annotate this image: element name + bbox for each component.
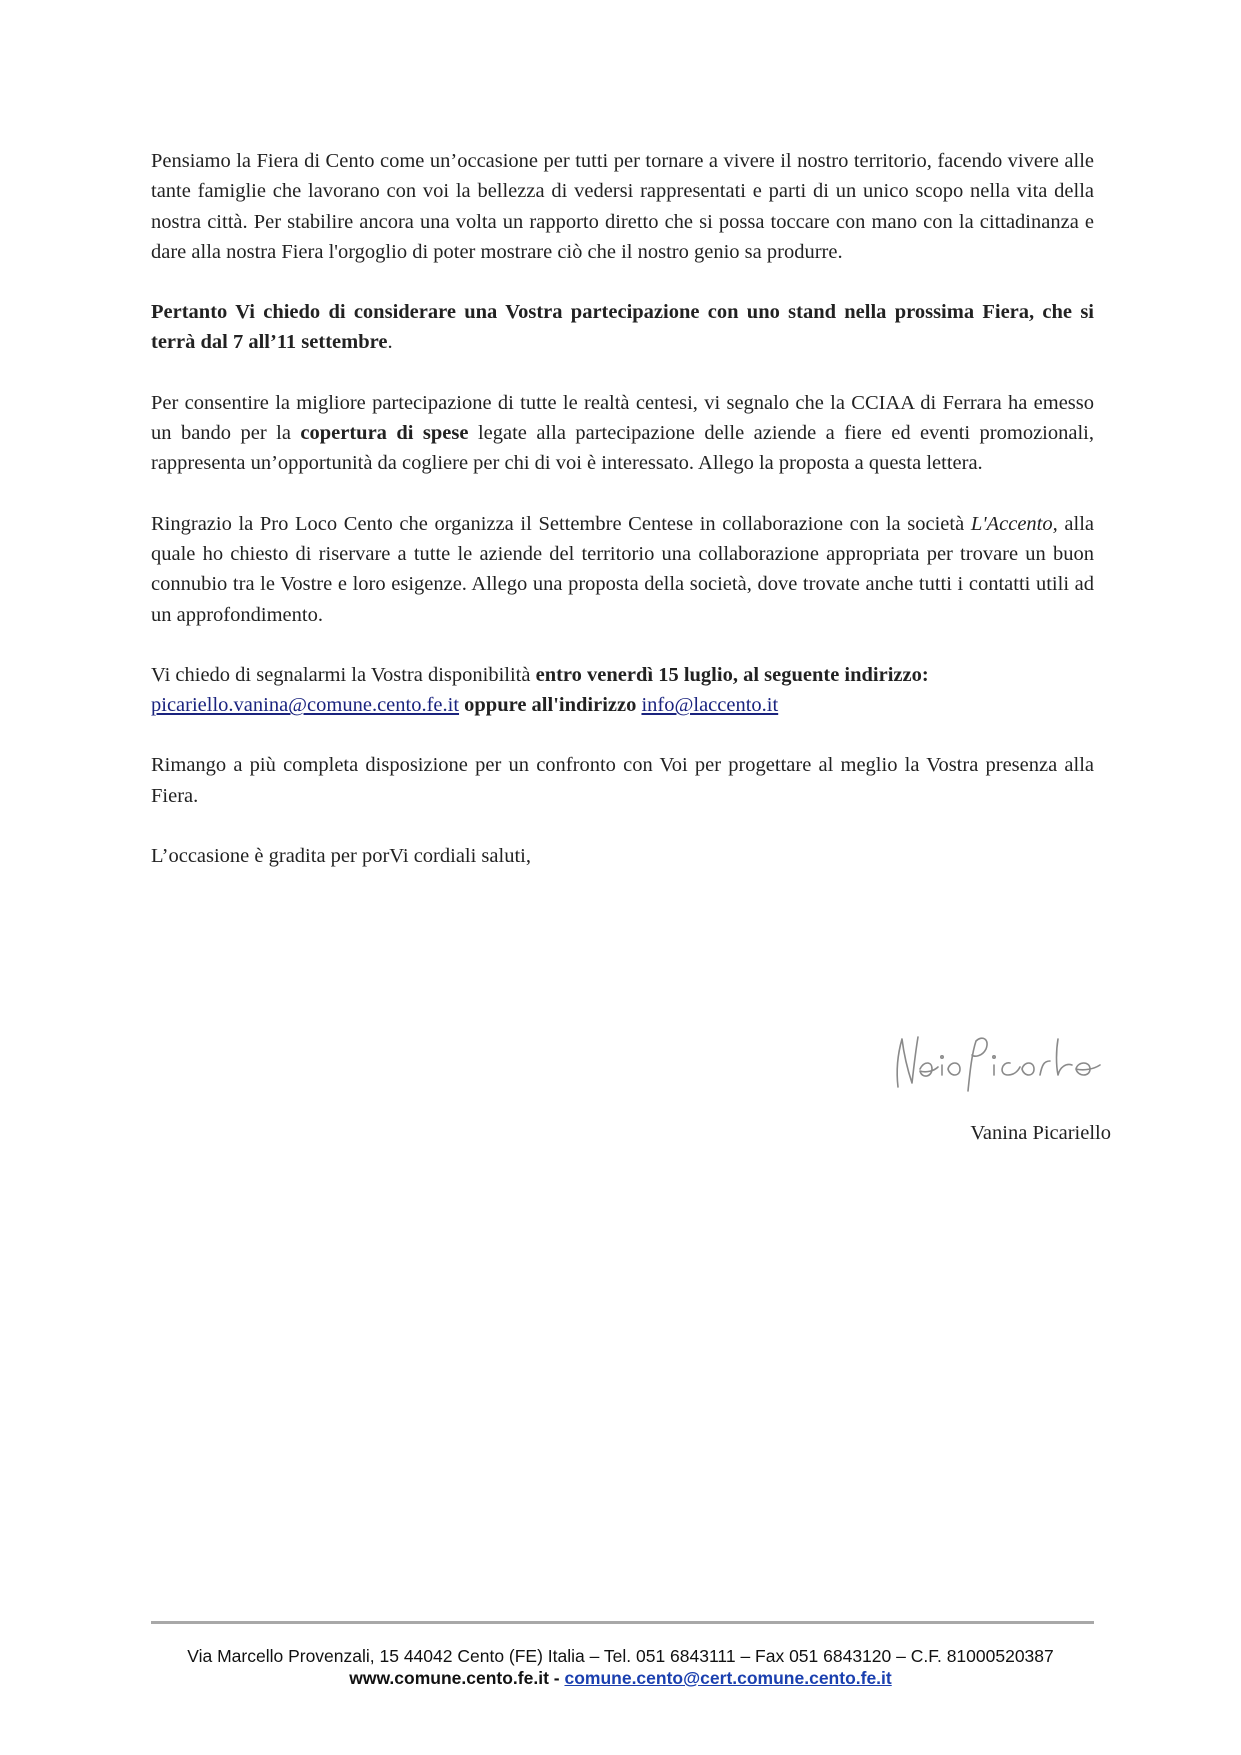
pro-loco-text-a: Ringrazio la Pro Loco Cento che organizza il Settembre Centese in collaborazione con la società xyxy=(151,512,971,535)
availability-text-a: Vi chiedo di segnalarmi la Vostra disponibilità xyxy=(151,663,536,686)
paragraph-fiera-intro: Pensiamo la Fiera di Cento come un’occasione per tutti per tornare a vivere il nostro territorio, facendo vivere alle tante famiglie che lavorano con voi la bellezza di vedersi rappresentati e parti di un unico scopo nella vita della nostra città. Per stabilire ancora una volta un rapporto diretto che si possa toccare con mano con la cittadinanza e dare alla nostra Fiera l'orgoglio di poter mostrare ciò che il nostro genio sa produrre. xyxy=(151,150,1094,263)
request-end: . xyxy=(387,331,393,354)
availability-mid-text: oppure all'indirizzo xyxy=(459,694,642,717)
paragraph-pro-loco xyxy=(151,509,1094,630)
footer-address: Via Marcello Provenzali, 15 44042 Cento (FE) Italia – Tel. 051 6843111 – Fax 051 6843120 – C.F. 81000520387 xyxy=(187,1646,1054,1666)
availability-bold-text: entro venerdì 15 luglio, al seguente indirizzo: xyxy=(535,663,929,686)
request-bold-text: Pertanto Vi chiedo di considerare una Vostra partecipazione con uno stand nella prossima Fiera, che si terrà dal 7 all’11 settembre xyxy=(151,301,1094,354)
footer-divider xyxy=(151,1621,1094,1624)
handwritten-signature xyxy=(890,1025,1105,1095)
cciaa-text-a: Per consentire la migliore partecipazione di tutte le realtà centesi, vi segnalo che la CCIAA di Ferrara ha emesso un bando per la xyxy=(151,391,1094,445)
paragraph-closing: Rimango a più completa disposizione per un confronto con Voi per progettare al meglio la Vostra presenza alla Fiera. xyxy=(151,754,1094,807)
paragraph-request xyxy=(151,297,1094,358)
footer-pec-link[interactable]: comune.cento@cert.comune.cento.fe.it xyxy=(564,1668,892,1688)
letter-body xyxy=(151,146,1111,1144)
email-link-laccento[interactable]: info@laccento.it xyxy=(641,694,779,717)
footer xyxy=(100,1645,1141,1689)
footer-contacts xyxy=(100,1667,1141,1689)
footer-separator: - xyxy=(548,1668,565,1688)
laccento-italic: L'Accento, xyxy=(970,512,1058,535)
signer-name: Vanina Picariello xyxy=(970,1122,1111,1144)
paragraph-availability xyxy=(151,660,1094,721)
paragraph-greetings: L’occasione è gradita per porVi cordiali saluti, xyxy=(151,845,531,868)
paragraph-cciaa xyxy=(151,388,1094,479)
footer-website: www.comune.cento.fe.it xyxy=(349,1668,549,1688)
cciaa-bold-text: copertura di spese xyxy=(300,422,469,445)
pro-loco-text-b: alla quale ho chiesto di riservare a tutte le aziende del territorio una collaborazione appropriata per trovare un buon connubio tra le Vostre e loro esigenze. Allego una proposta della società, dove trovate anche tutti i contatti utili ad un approfondimento. xyxy=(151,512,1094,626)
email-link-picariello[interactable]: picariello.vanina@comune.cento.fe.it xyxy=(151,694,460,717)
cciaa-text-b: legate alla partecipazione delle aziende a fiere ed eventi promozionali, rappresenta un’opportunità da cogliere per chi di voi è interessato. Allego la proposta a questa lettera. xyxy=(151,422,1094,475)
